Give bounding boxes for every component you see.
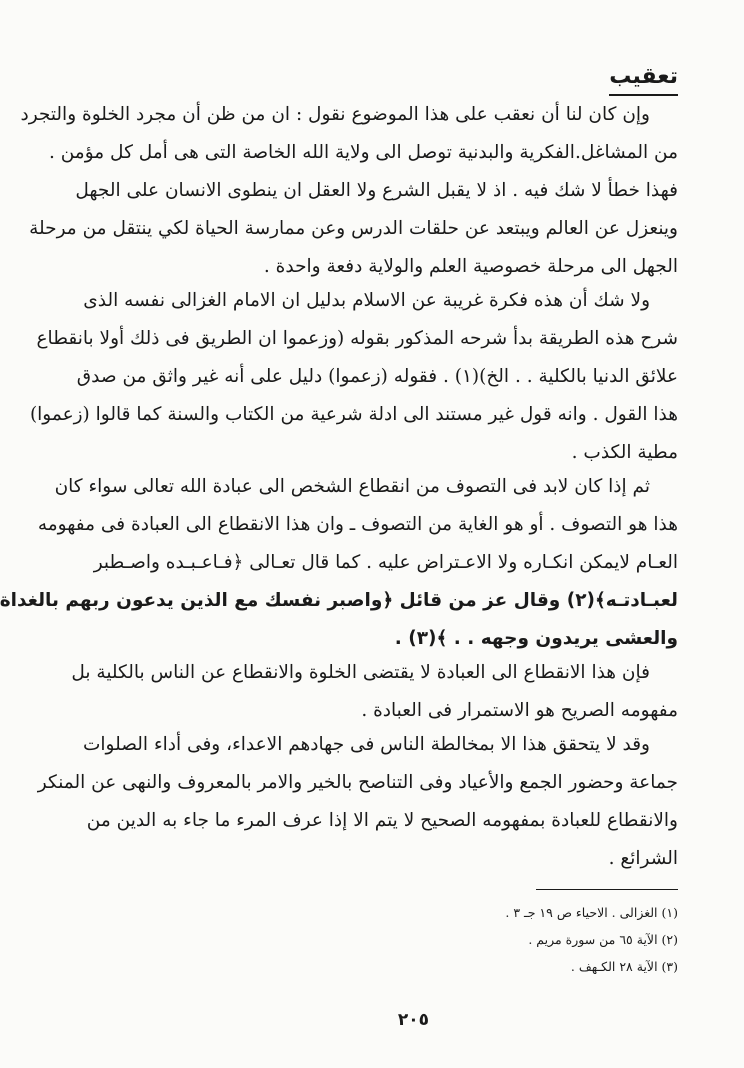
text-line: فإن هذا الانقطاع الى العبادة لا يقتضى الخلوة والانقطاع عن الناس بالكلية بل [71, 662, 650, 683]
text-line: جماعة وحضور الجمع والأعياد وفى التناصح بالخير والامر بالمعروف والنهى عن المنكر [37, 772, 678, 793]
text-line: وينعزل عن العالم ويبتعد عن حلقات الدرس وعن ممارسة الحياة لكي ينتقل من مرحلة [29, 218, 678, 239]
quran-verse-line: والعشى يريدون وجهه . . ﴾(٣) . [394, 628, 678, 649]
text-line: والانقطاع للعبادة بمفهومه الصحيح لا يتم الا إذا عرف المرء ما جاء به الدين من [86, 810, 678, 831]
footnote-3: (٣) الآية ٢٨ الكـهف . [570, 959, 678, 974]
text-line: الجهل الى مرحلة خصوصية العلم والولاية دفعة واحدة . [263, 256, 678, 277]
text-line: هذا هو التصوف . أو هو الغاية من التصوف ـ وان هذا الانقطاع الى العبادة فى مفهومه [37, 514, 678, 535]
quran-verse-line: لعبـادتـه﴾(٢) وقال عز من قائل ﴿واصبر نفسك مع الذين يدعون ربهم بالغداة [0, 590, 678, 611]
text-line: وإن كان لنا أن نعقب على هذا الموضوع نقول : ان من ظن أن مجرد الخلوة والتجرد [20, 104, 650, 125]
text-line: الشرائع . [608, 848, 678, 869]
text-line: ولا شك أن هذه فكرة غريبة عن الاسلام بدليل ان الامام الغزالى نفسه الذى [83, 290, 650, 311]
text-line: هذا القول . وانه قول غير مستند الى ادلة شرعية من الكتاب والسنة كما قالوا (زعموا) [29, 404, 678, 425]
text-line: مطية الكذب . [571, 442, 678, 463]
footnote-2: (٢) الآية ٦٥ من سورة مريم . [528, 932, 678, 947]
text-line: علائق الدنيا بالكلية . . الخ)(١) . فقوله (زعموا) دليل على أنه غير واثق من صدق [76, 366, 678, 387]
text-line: ثم إذا كان لابد فى التصوف من انقطاع الشخص الى عبادة الله تعالى سواء كان [54, 476, 650, 497]
page-number: ٢٠٥ [397, 1010, 430, 1030]
footnote-1: (١) الغزالى . الاحياء ص ١٩ جـ ٣ . [505, 905, 678, 920]
text-line: فهذا خطأ لا شك فيه . اذ لا يقبل الشرع ولا العقل ان ينطوى الانسان على الجهل [75, 180, 678, 201]
text-line: وقد لا يتحقق هذا الا بمخالطة الناس فى جهادهم الاعداء، وفى أداء الصلوات [83, 734, 650, 755]
text-line: شرح هذه الطريقة بدأ شرحه المذكور بقوله (وزعموا ان الطريق فى ذلك أولا بانقطاع [36, 328, 678, 349]
footnote-divider [536, 889, 678, 890]
text-line: العـام لايمكن انكـاره ولا الاعـتراض عليه . كما قال تعـالى ﴿فـاعـبـده واصـطبر [93, 552, 678, 573]
text-line: من المشاغل.الفكرية والبدنية توصل الى ولاية الله الخاصة التى هى أمل كل مؤمن . [48, 142, 678, 163]
text-line: مفهومه الصريح هو الاستمرار فى العبادة . [361, 700, 678, 721]
section-heading: تعقيب [609, 62, 678, 96]
